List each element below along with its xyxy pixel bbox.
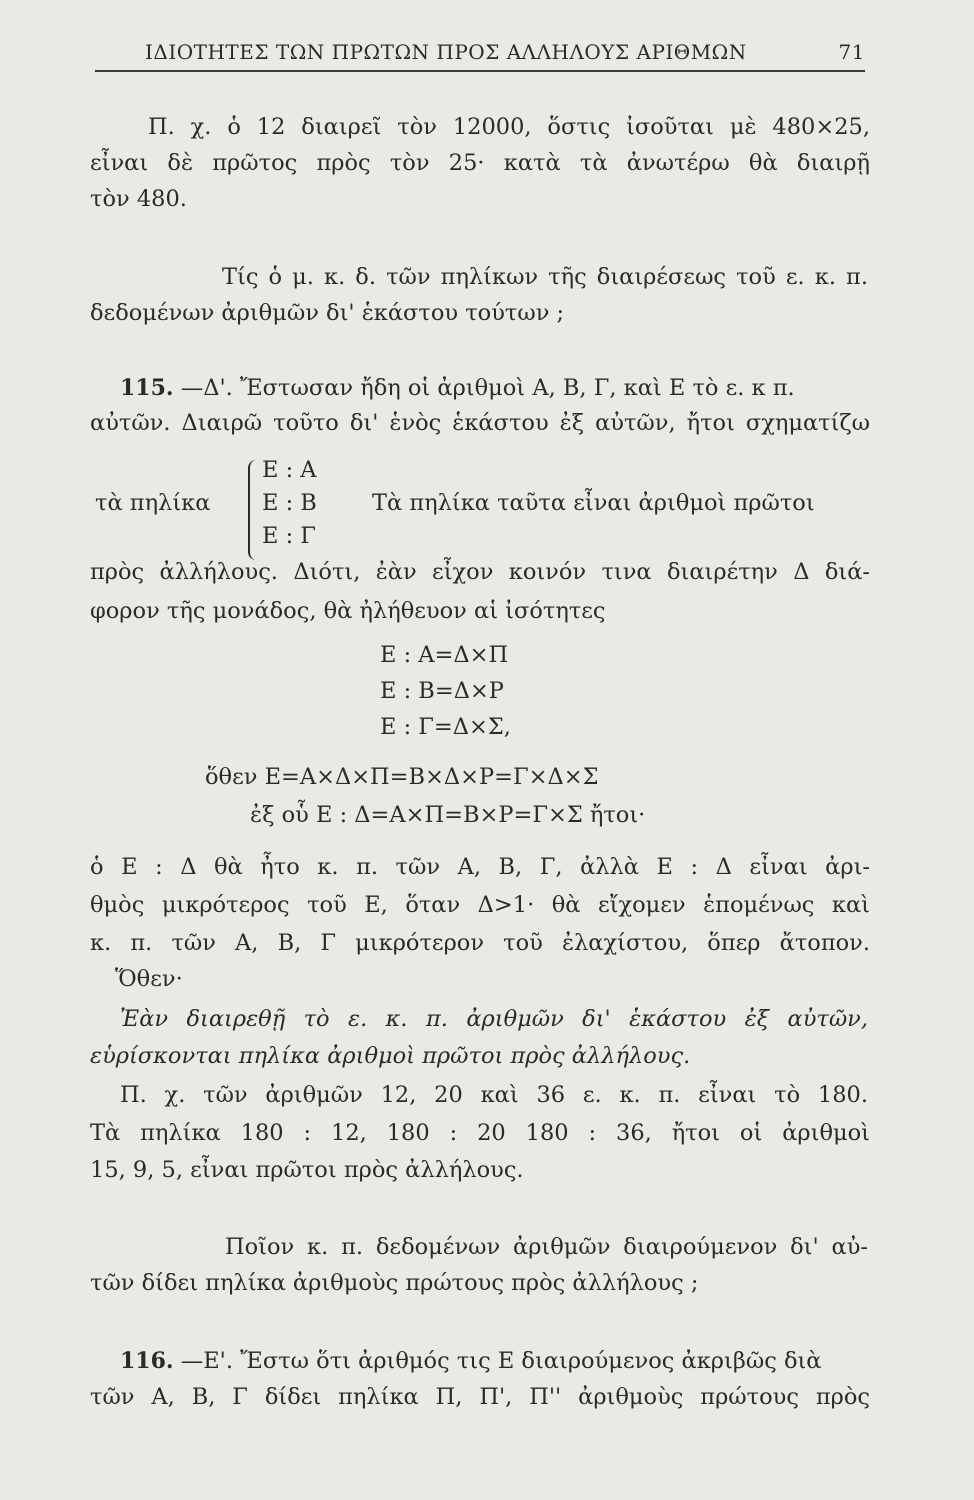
section-text: —Δ'. Ἔστωσαν ἤδη οἱ ἀριθμοὶ Α, Β, Γ, καὶ Ε τὸ ε. κ π. bbox=[180, 375, 795, 401]
equation-5: ἐξ οὗ Ε : Δ=Α×Π=Β×Ρ=Γ×Σ ἤτοι· bbox=[250, 802, 646, 828]
case-1: Ε : Α bbox=[262, 457, 317, 483]
text-line: θμὸς μικρότερος τοῦ Ε, ὅταν Δ>1· θὰ εἴχομεν ἑπομένως καὶ bbox=[90, 892, 870, 918]
text-line: 15, 9, 5, εἶναι πρῶτοι πρὸς ἀλλήλους. bbox=[90, 1157, 524, 1183]
cases-label: τὰ πηλίκα bbox=[95, 490, 211, 516]
left-brace bbox=[248, 460, 260, 560]
text-line: τῶν δίδει πηλίκα ἀριθμοὺς πρώτους πρὸς ἀλλήλους ; bbox=[90, 1270, 699, 1296]
section-number: 115. bbox=[120, 375, 174, 401]
text-line: φορον τῆς μονάδος, θὰ ἠλήθευον αἱ ἰσότητες bbox=[90, 598, 606, 624]
case-2: Ε : Β bbox=[262, 490, 317, 516]
section-number: 116. bbox=[120, 1348, 174, 1374]
text-line: Τὰ πηλίκα 180 : 12, 180 : 20 180 : 36, ἤτοι οἱ ἀριθμοὶ bbox=[90, 1120, 870, 1146]
cases-text: Τὰ πηλίκα ταῦτα εἶναι ἀριθμοὶ πρῶτοι bbox=[372, 490, 815, 516]
equation-1: Ε : Α=Δ×Π bbox=[380, 642, 509, 668]
text-line: Ὅθεν· bbox=[115, 966, 183, 992]
text-line: Ποῖον κ. π. δεδομένων ἀριθμῶν διαιρούμενον δι' αὐ- bbox=[225, 1234, 868, 1260]
case-3: Ε : Γ bbox=[262, 523, 316, 549]
text-line: Π. χ. τῶν ἀριθμῶν 12, 20 καὶ 36 ε. κ. π. εἶναι τὸ 180. bbox=[120, 1082, 868, 1108]
text-line: κ. π. τῶν Α, Β, Γ μικρότερον τοῦ ἐλαχίστου, ὅπερ ἄτοπον. bbox=[90, 930, 870, 956]
equation-2: Ε : Β=Δ×Ρ bbox=[380, 678, 504, 704]
text-line: Π. χ. ὁ 12 διαιρεῖ τὸν 12000, ὅστις ἰσοῦται μὲ 480×25, bbox=[148, 114, 870, 140]
text-line: πρὸς ἀλλήλους. Διότι, ἐὰν εἶχον κοινόν τινα διαιρέτην Δ διά- bbox=[90, 559, 870, 585]
section-line-115 bbox=[120, 373, 870, 403]
section-text: —Ε'. Ἔστω ὅτι ἀριθμός τις Ε διαιρούμενος ἀκριβῶς διὰ bbox=[180, 1348, 822, 1374]
header-title: ΙΔΙΟΤΗΤΕΣ ΤΩΝ ΠΡΩΤΩΝ ΠΡΟΣ ΑΛΛΗΛΟΥΣ ΑΡΙΘΜΩΝ bbox=[145, 40, 747, 64]
equation-4: ὅθεν Ε=Α×Δ×Π=Β×Δ×Ρ=Γ×Δ×Σ bbox=[205, 764, 599, 790]
header-rule bbox=[95, 70, 865, 72]
theorem-line: εὑρίσκονται πηλίκα ἀριθμοὶ πρῶτοι πρὸς ἀλλήλους. bbox=[90, 1043, 691, 1069]
text-line: αὐτῶν. Διαιρῶ τοῦτο δι' ἑνὸς ἑκάστου ἐξ αὐτῶν, ἤτοι σχηματίζω bbox=[90, 410, 870, 436]
section-line-116 bbox=[120, 1346, 870, 1376]
page-number: 71 bbox=[838, 40, 865, 64]
text-line: εἶναι δὲ πρῶτος πρὸς τὸν 25· κατὰ τὰ ἀνωτέρω θὰ διαιρῇ bbox=[90, 150, 870, 176]
text-line: Τίς ὁ μ. κ. δ. τῶν πηλίκων τῆς διαιρέσεως τοῦ ε. κ. π. bbox=[222, 264, 868, 290]
text-line: ὁ Ε : Δ θὰ ἦτο κ. π. τῶν Α, Β, Γ, ἀλλὰ Ε : Δ εἶναι ἀρι- bbox=[90, 854, 870, 880]
equation-3: Ε : Γ=Δ×Σ, bbox=[380, 714, 511, 740]
text-line: τὸν 480. bbox=[90, 186, 187, 212]
text-line: τῶν Α, Β, Γ δίδει πηλίκα Π, Π', Π'' ἀριθμοὺς πρώτους πρὸς bbox=[90, 1384, 870, 1410]
theorem-line: Ἐὰν διαιρεθῇ τὸ ε. κ. π. ἀριθμῶν δι' ἑκάστου ἐξ αὐτῶν, bbox=[120, 1006, 868, 1032]
text-line: δεδομένων ἀριθμῶν δι' ἑκάστου τούτων ; bbox=[90, 300, 565, 326]
